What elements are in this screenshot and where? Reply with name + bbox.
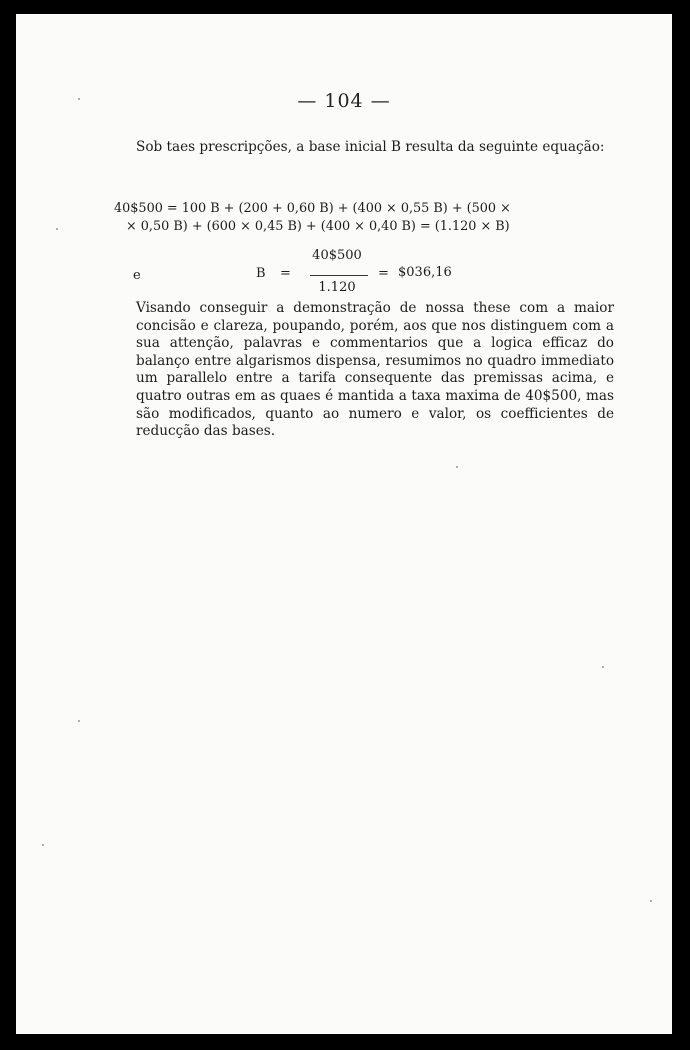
paper-speck	[650, 900, 652, 902]
paper-speck	[456, 466, 458, 468]
fraction-numerator: 40$500	[312, 248, 362, 263]
paper-speck	[78, 720, 80, 722]
intro-text: Sob taes prescripções, a base inicial B resulta da seguinte equação:	[136, 139, 605, 155]
fraction-equation	[16, 246, 672, 306]
equation-line-2: × 0,50 B) + (600 × 0,45 B) + (400 × 0,40 B) = (1.120 × B)	[126, 219, 510, 234]
equals-sign-1: =	[280, 266, 291, 281]
intro-paragraph	[104, 138, 614, 156]
equals-sign-2: =	[378, 266, 389, 281]
equation-line-1: 40$500 = 100 B + (200 + 0,60 B) + (400 × 0,55 B) + (500 ×	[114, 201, 511, 216]
paper-speck	[602, 666, 604, 668]
fraction-result: $036,16	[398, 265, 452, 280]
paper-speck	[78, 98, 80, 100]
document-page	[16, 14, 672, 1034]
fraction-bar	[310, 275, 368, 276]
body-paragraph	[104, 300, 614, 441]
paper-speck	[42, 844, 44, 846]
paper-speck	[56, 228, 58, 230]
body-text: Visando conseguir a demonstração de nossa these com a maior concisão e clareza, poupando, porém, aos que nos distinguem com a sua attenção, palavras e commentarios que a logica efficaz do balanço entre algarismos dispensa, resumimos no quadro immediato um parallelo entre a tarifa consequente das premissas acima, e quatro outras em as quaes é mantida a taxa maxima de 40$500, mas são modificados, quanto ao numero e valor, os coefficientes de reducção das bases.	[136, 300, 614, 440]
fraction-lhs: B	[256, 266, 266, 281]
page-number: — 104 —	[297, 90, 391, 112]
conjunction-e: e	[133, 268, 141, 283]
fraction-denominator: 1.120	[318, 280, 356, 295]
